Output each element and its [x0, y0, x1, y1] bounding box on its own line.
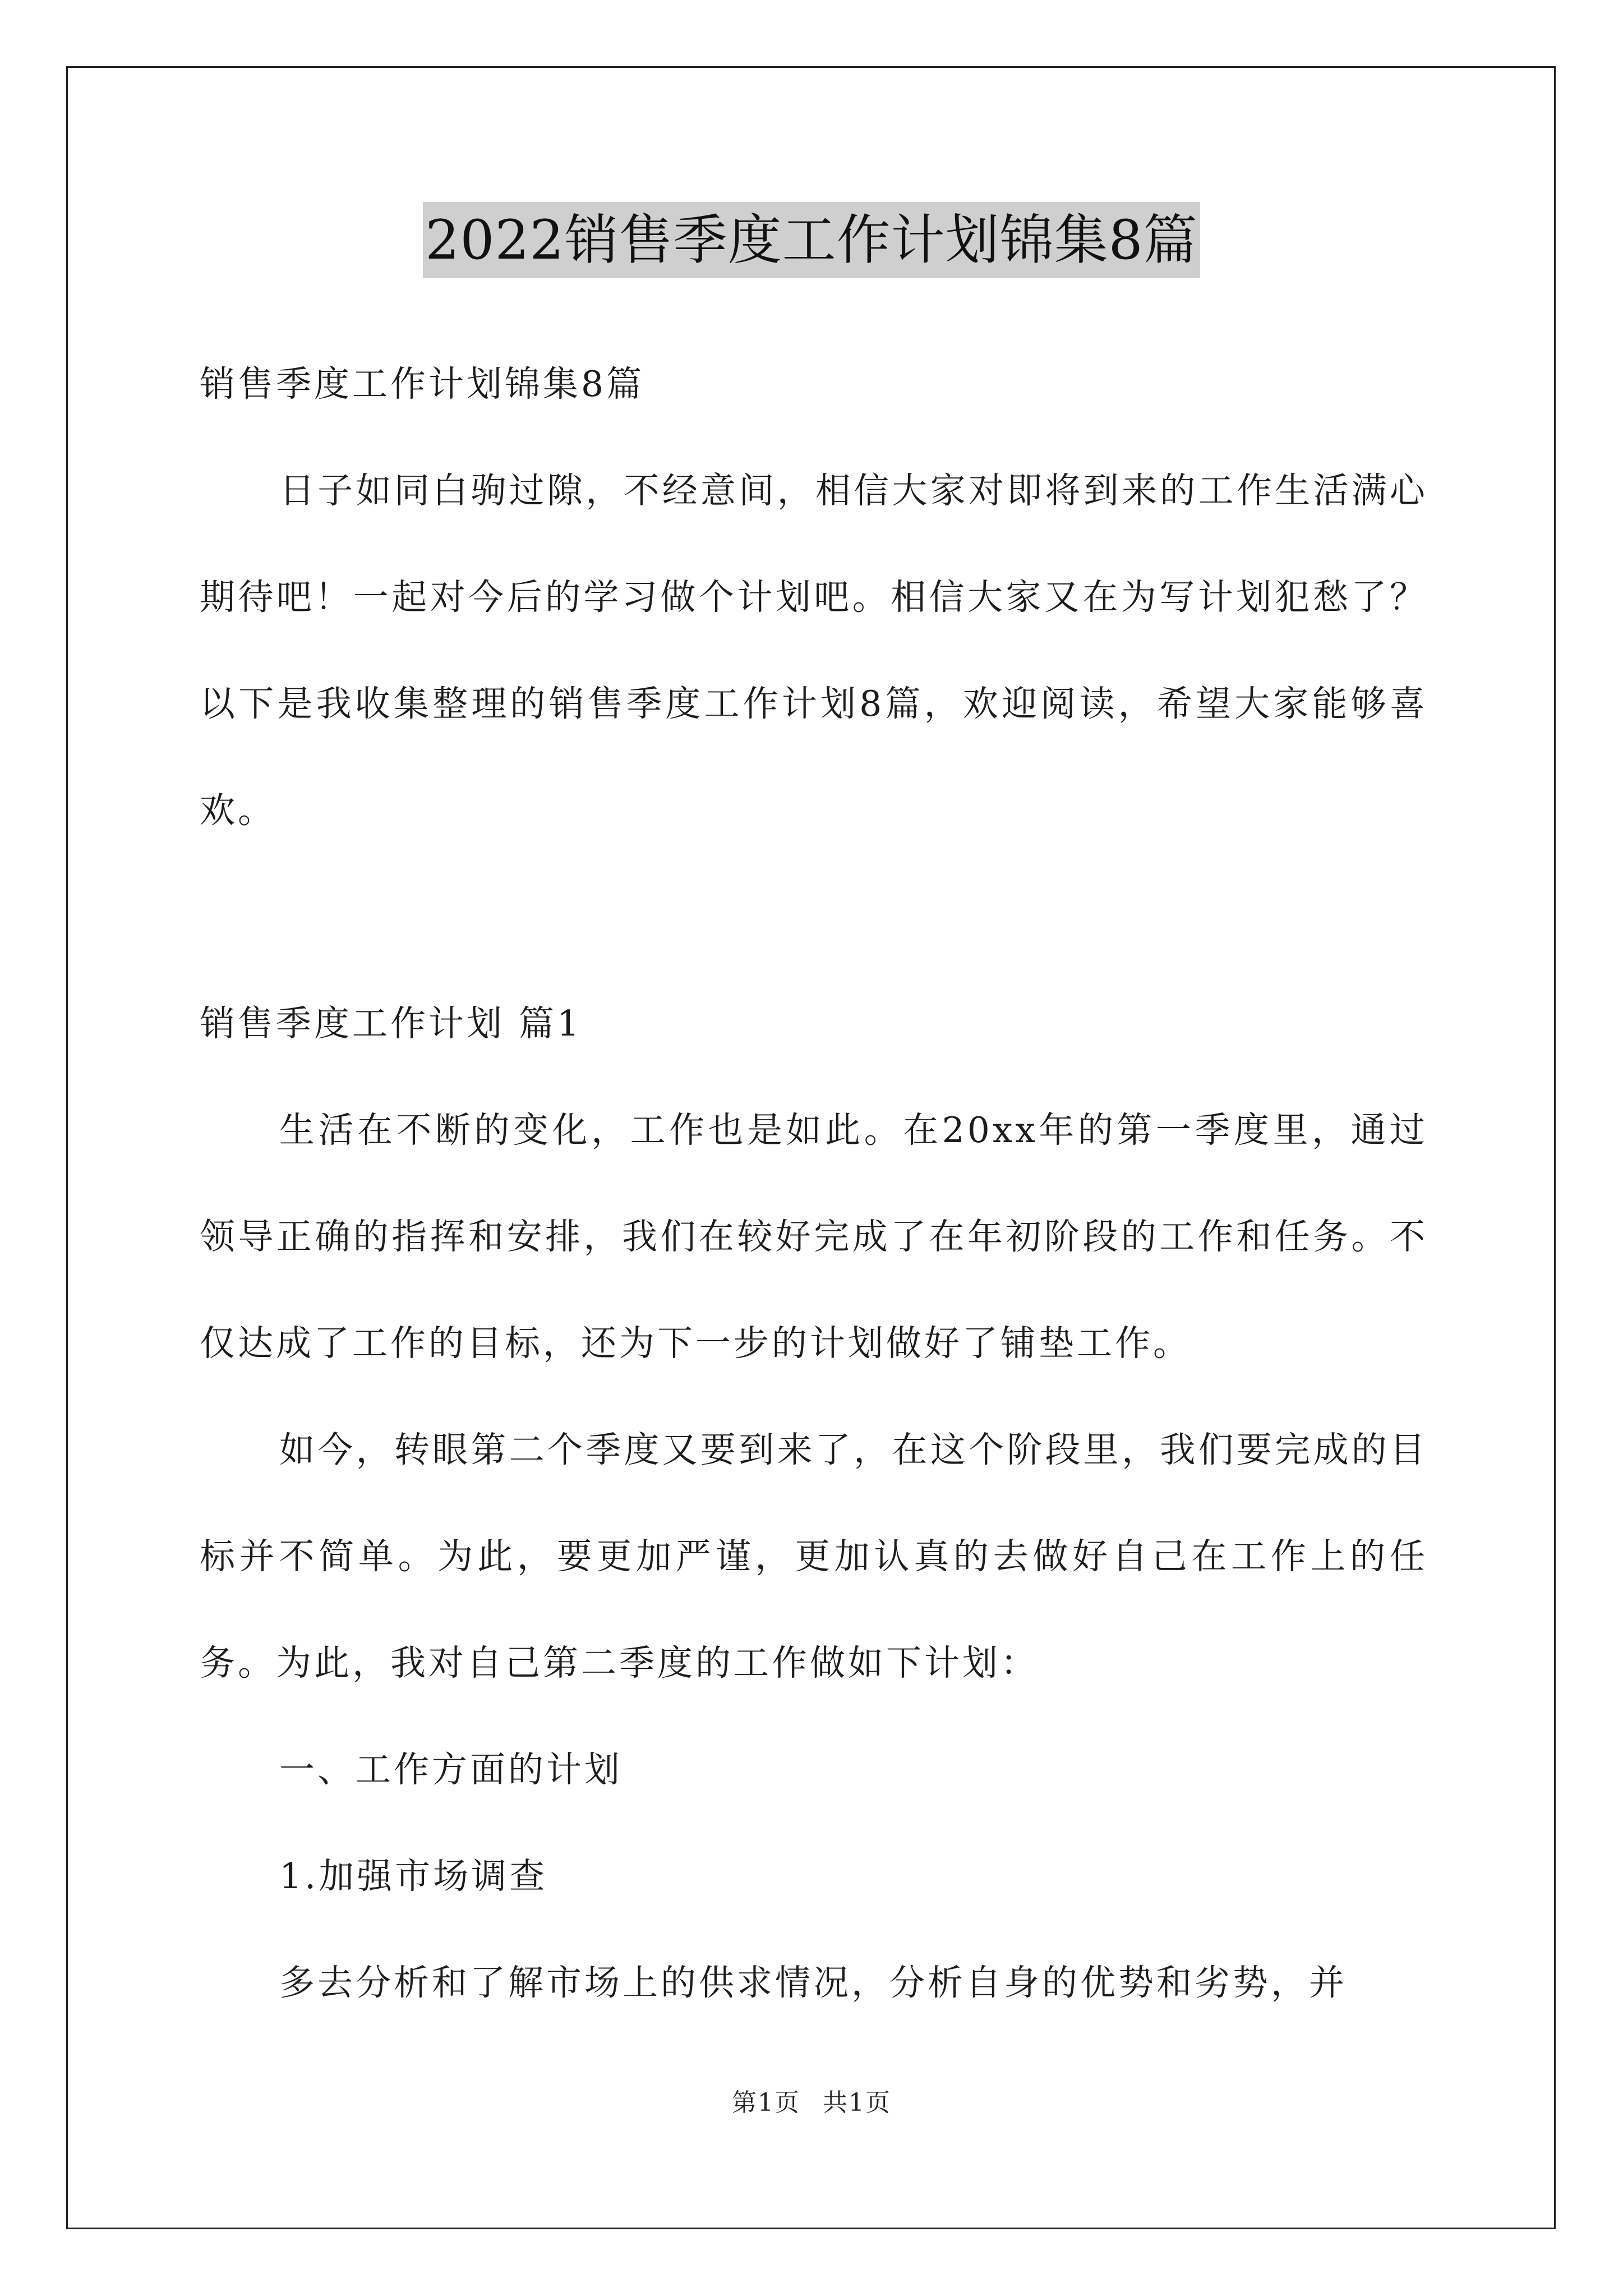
document-body [200, 331, 1428, 2036]
body-paragraph: 多去分析和了解市场上的供求情况，分析自身的优势和劣势，并 [279, 1962, 1347, 2003]
page-footer [0, 2082, 1623, 2118]
list-heading: 一、工作方面的计划 [279, 1749, 623, 1790]
document-title: 2022销售季度工作计划锦集8篇 [423, 202, 1200, 278]
page-number-current: 第1页 [732, 2088, 800, 2117]
body-paragraph: 如今，转眼第二个季度又要到来了，在这个阶段里，我们要完成的目标并不简单。为此，要更加严谨，更加认真的去做好自己在工作上的任务。为此，我对自己第二季度的工作做如下计划： [200, 1429, 1428, 1683]
intro-paragraph: 日子如同白驹过隙，不经意间，相信大家对即将到来的工作生活满心期待吧！一起对今后的学习做个计划吧。相信大家又在为写计划犯愁了？以下是我收集整理的销售季度工作计划8篇，欢迎阅读，希望大家能够喜欢。 [200, 470, 1428, 831]
section-heading: 销售季度工作计划 篇1 [200, 1003, 583, 1044]
title-container [0, 202, 1623, 278]
page-number-total: 共1页 [823, 2088, 891, 2117]
list-item-heading: 1.加强市场调查 [279, 1856, 548, 1897]
body-paragraph: 生活在不断的变化，工作也是如此。在20xx年的第一季度里，通过领导正确的指挥和安排，我们在较好完成了在年初阶段的工作和任务。不仅达成了工作的目标，还为下一步的计划做好了铺垫工作。 [200, 1110, 1428, 1364]
document-subtitle: 销售季度工作计划锦集8篇 [200, 364, 645, 404]
